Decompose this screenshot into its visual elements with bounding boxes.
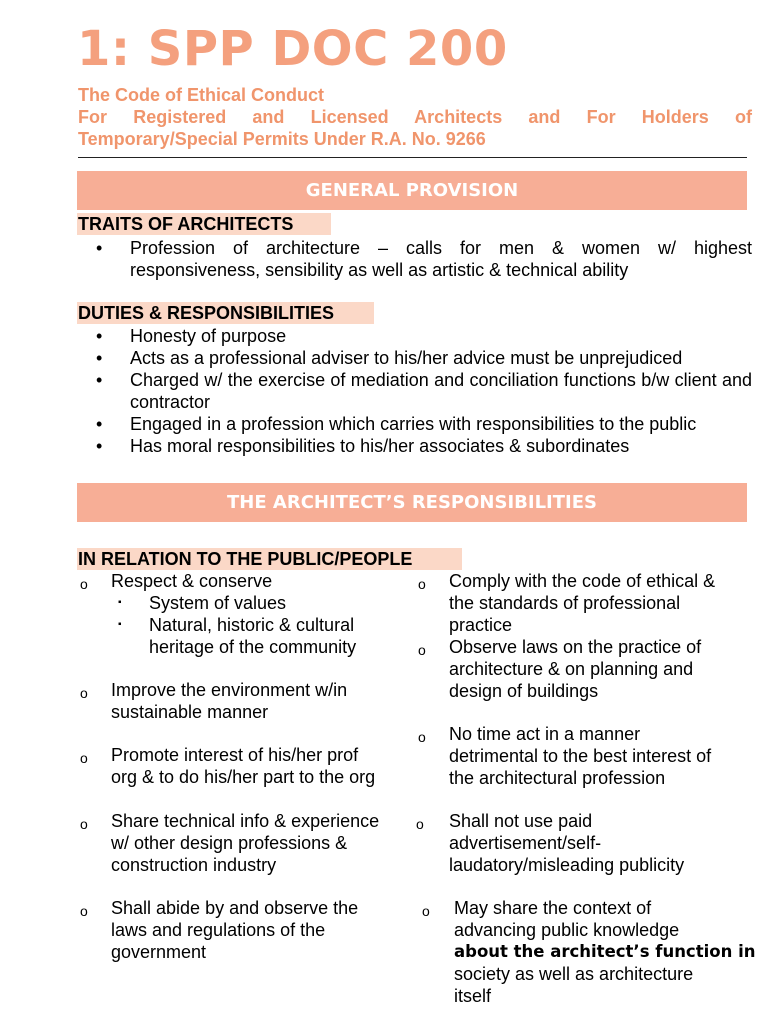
bullet-icon: • — [96, 436, 103, 456]
may-share-item-cont: advancing public knowledge — [454, 920, 680, 940]
subtitle-line-2: For Registered and Licensed Architects and For Holders of — [78, 107, 752, 127]
may-share-item-cont: itself — [454, 986, 492, 1006]
square-bullet-icon: ▪ — [118, 597, 122, 608]
square-bullet-icon: ▪ — [118, 619, 122, 630]
list-item: • Honesty of purpose — [96, 326, 287, 346]
traits-list — [0, 237, 752, 281]
comply-item-cont: the standards of professional — [449, 593, 681, 613]
list-item: • Charged w/ the exercise of mediation and conciliation functions b/w client and contractor — [96, 370, 752, 412]
public-heading: IN RELATION TO THE PUBLIC/PEOPLE — [77, 548, 462, 570]
list-item: • Engaged in a profession which carries with responsibilities to the public — [96, 414, 697, 434]
section-general-provision: GENERAL PROVISION — [77, 171, 747, 210]
promote-item-cont: org & to do his/her part to the org — [111, 767, 376, 787]
document-title: 1: SPP DOC 200 — [77, 21, 508, 77]
circle-bullet-icon: o — [422, 903, 430, 919]
may-share-item: May share the context of — [454, 898, 652, 918]
abide-item-cont: government — [111, 942, 207, 962]
share-item-cont: construction industry — [111, 855, 277, 875]
circle-bullet-icon: o — [80, 816, 88, 832]
circle-bullet-icon: o — [80, 685, 88, 701]
bullet-icon: • — [96, 348, 103, 368]
circle-bullet-icon: o — [416, 816, 424, 832]
no-time-item: No time act in a manner — [449, 724, 641, 744]
observe-item-cont: architecture & on planning and — [449, 659, 694, 679]
paid-ad-item-cont: laudatory/misleading publicity — [449, 855, 685, 875]
section-architects-responsibilities: THE ARCHITECT’S RESPONSIBILITIES — [77, 483, 747, 522]
list-item: • Acts as a professional adviser to his/her advice must be unprejudiced — [96, 348, 683, 368]
comply-item: Comply with the code of ethical & — [449, 571, 716, 591]
comply-item-cont: practice — [449, 615, 513, 635]
observe-item: Observe laws on the practice of — [449, 637, 702, 657]
paid-ad-item: Shall not use paid — [449, 811, 593, 831]
may-share-item-cont: society as well as architecture — [454, 964, 694, 984]
paid-ad-item-cont: advertisement/self- — [449, 833, 602, 853]
respect-sub-item: System of values — [149, 593, 287, 613]
header-divider — [78, 157, 747, 158]
share-item: Share technical info & experience — [111, 811, 380, 831]
circle-bullet-icon: o — [80, 903, 88, 919]
improve-item: Improve the environment w/in — [111, 680, 348, 700]
respect-item: Respect & conserve — [111, 571, 273, 591]
subtitle-line-1: The Code of Ethical Conduct — [78, 85, 324, 105]
abide-item: Shall abide by and observe the — [111, 898, 359, 918]
circle-bullet-icon: o — [418, 729, 426, 745]
circle-bullet-icon: o — [80, 576, 88, 592]
subtitle-line-3: Temporary/Special Permits Under R.A. No. 9266 — [78, 129, 486, 149]
circle-bullet-icon: o — [418, 642, 426, 658]
improve-item-cont: sustainable manner — [111, 702, 269, 722]
respect-sub-item: Natural, historic & cultural — [149, 615, 355, 635]
bullet-icon: • — [96, 414, 103, 434]
list-item: • Has moral responsibilities to his/her associates & subordinates — [96, 436, 630, 456]
may-share-item-cont: about the architect’s function in — [454, 942, 756, 961]
no-time-item-cont: detrimental to the best interest of — [449, 746, 712, 766]
circle-bullet-icon: o — [80, 750, 88, 766]
traits-heading: TRAITS OF ARCHITECTS — [77, 213, 331, 235]
bullet-icon: • — [96, 238, 103, 258]
circle-bullet-icon: o — [418, 576, 426, 592]
share-item-cont: w/ other design professions & — [111, 833, 348, 853]
respect-sub-item-cont: heritage of the community — [149, 637, 357, 657]
observe-item-cont: design of buildings — [449, 681, 599, 701]
bullet-icon: • — [96, 370, 103, 390]
duties-heading: DUTIES & RESPONSIBILITIES — [77, 302, 374, 324]
list-item: • Profession of architecture – calls for men & women w/ highest responsiveness, sensibility as well as artistic & technical ability — [96, 238, 752, 280]
duties-list — [0, 325, 752, 457]
promote-item: Promote interest of his/her prof — [111, 745, 359, 765]
abide-item-cont: laws and regulations of the — [111, 920, 326, 940]
no-time-item-cont: the architectural profession — [449, 768, 666, 788]
bullet-icon: • — [96, 326, 103, 346]
